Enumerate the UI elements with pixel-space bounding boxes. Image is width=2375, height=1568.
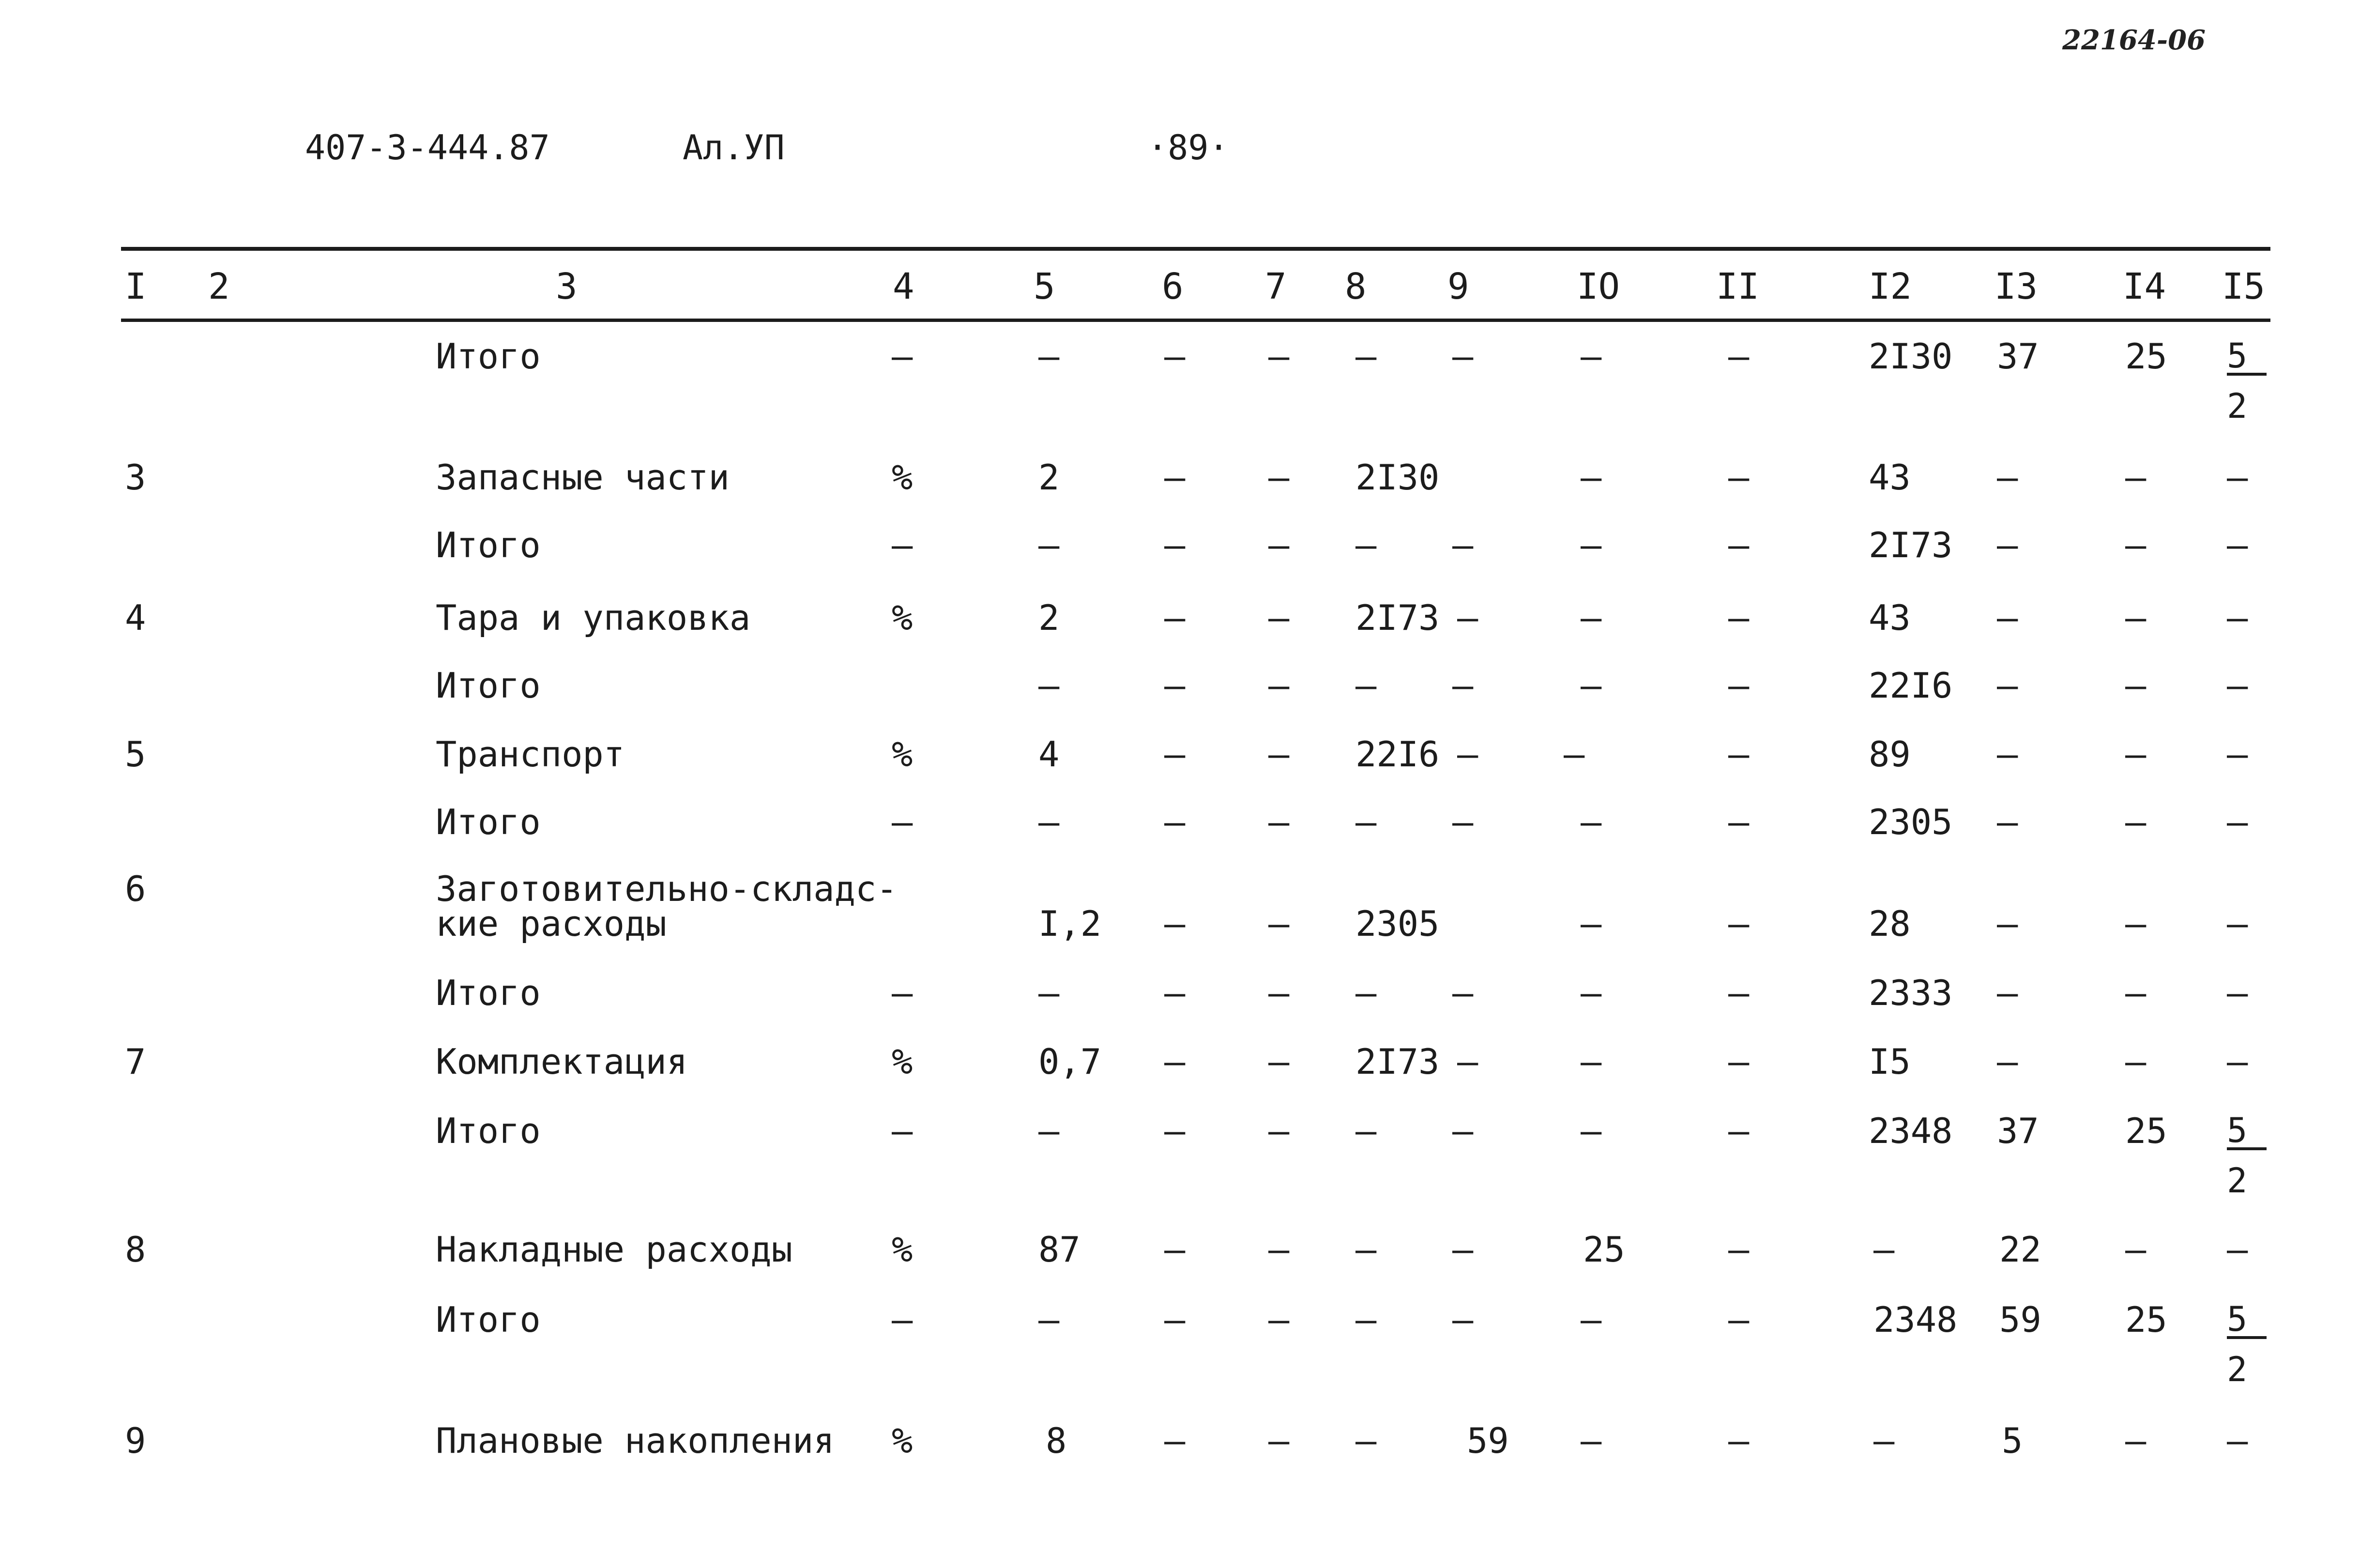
value-cell: 22I6 — [1355, 734, 1440, 775]
value-cell: – — [1581, 1041, 1602, 1082]
album-number: Ал.УП — [683, 128, 785, 167]
value-cell: 22 — [1999, 1229, 2041, 1270]
unit-cell: % — [892, 1041, 913, 1082]
value-cell: – — [1997, 734, 2018, 775]
value-cell: – — [1164, 1041, 1186, 1082]
value-cell: – — [1728, 336, 1750, 377]
value-cell: – — [1038, 973, 1060, 1013]
value-cell: – — [1038, 1299, 1060, 1340]
item-number: 6 — [125, 868, 146, 909]
value-cell: – — [1268, 1041, 1290, 1082]
value-cell: – — [1268, 597, 1290, 638]
value-cell: – — [1038, 1111, 1060, 1151]
item-number: 7 — [125, 1041, 146, 1082]
value-cell: – — [2125, 525, 2147, 565]
value-cell: – — [1164, 525, 1186, 565]
value-cell: – — [1268, 525, 1290, 565]
value-cell: – — [1728, 1041, 1750, 1082]
value-cell: – — [1268, 973, 1290, 1013]
value-cell: 87 — [1038, 1229, 1081, 1270]
unit-cell: % — [892, 1229, 913, 1270]
value-cell: 5 — [2002, 1420, 2023, 1461]
column-header: 4 — [893, 266, 914, 307]
value-cell: – — [1581, 525, 1602, 565]
column-header: 7 — [1265, 266, 1287, 307]
column-header: I2 — [1869, 266, 1912, 307]
unit-cell: – — [892, 973, 913, 1013]
value-cell: – — [1355, 802, 1377, 842]
value-cell: – — [2125, 973, 2147, 1013]
value-cell: 4 — [1038, 734, 1060, 775]
value-cell: – — [1452, 1229, 1474, 1270]
unit-cell: % — [892, 734, 913, 775]
unit-cell: % — [892, 457, 913, 498]
value-cell: 25 — [2125, 1111, 2167, 1151]
value-cell: – — [1355, 525, 1377, 565]
item-name: Итого — [436, 665, 541, 706]
item-name: Итого — [436, 1299, 541, 1340]
value-cell: – — [2227, 973, 2248, 1013]
item-name: Комплектация — [436, 1041, 688, 1082]
value-cell: – — [2227, 903, 2248, 944]
archive-stamp: 22164-06 — [2062, 24, 2206, 56]
value-cell: 2305 — [1869, 802, 1953, 842]
column-header: 9 — [1447, 266, 1469, 307]
value-cell: – — [1164, 903, 1186, 944]
value-cell: 43 — [1869, 597, 1911, 638]
value-cell: 22I6 — [1869, 665, 1953, 706]
value-cell: – — [2227, 1229, 2248, 1270]
value-cell: – — [2227, 802, 2248, 842]
unit-cell: % — [892, 597, 913, 638]
value-cell: – — [1728, 525, 1750, 565]
item-name: Плановые накопления — [436, 1420, 835, 1461]
value-cell: – — [1452, 665, 1474, 706]
value-cell: – — [1997, 665, 2018, 706]
value-cell: 28 — [1869, 903, 1911, 944]
value-cell: – — [1581, 457, 1602, 498]
value-cell: 89 — [1869, 734, 1911, 775]
unit-cell: – — [892, 1299, 913, 1340]
item-number: 4 — [125, 597, 146, 638]
value-cell: – — [1728, 802, 1750, 842]
fraction-numerator: 5 — [2227, 339, 2267, 376]
value-cell: – — [2227, 457, 2248, 498]
value-cell: 2348 — [1869, 1111, 1953, 1151]
value-cell: – — [1581, 1420, 1602, 1461]
value-cell: – — [1164, 336, 1186, 377]
column-header: 5 — [1034, 266, 1055, 307]
unit-cell: – — [892, 525, 913, 565]
table-top-rule — [121, 247, 2270, 251]
column-header: I5 — [2222, 266, 2266, 307]
value-cell: – — [1355, 973, 1377, 1013]
fraction-denominator: 2 — [2227, 1161, 2248, 1201]
item-number: 5 — [125, 734, 146, 775]
value-cell: – — [1355, 336, 1377, 377]
item-name-line1: Заготовительно-складс- — [436, 868, 898, 909]
value-cell: 43 — [1869, 457, 1911, 498]
value-cell: – — [1355, 1111, 1377, 1151]
item-number: 3 — [125, 457, 146, 498]
value-cell: – — [1728, 1111, 1750, 1151]
value-cell: 2I30 — [1869, 336, 1953, 377]
value-cell: – — [1038, 665, 1060, 706]
value-cell: 2 — [1038, 597, 1060, 638]
value-cell: – — [1164, 1229, 1186, 1270]
unit-cell: – — [892, 802, 913, 842]
value-cell: – — [1268, 1299, 1290, 1340]
value-cell: – — [1728, 973, 1750, 1013]
fraction-cell — [2227, 1299, 2267, 1389]
value-cell: 2I73 — [1355, 1041, 1440, 1082]
value-cell: – — [1452, 336, 1474, 377]
value-cell: – — [1581, 597, 1602, 638]
item-name: Итого — [436, 973, 541, 1013]
value-cell: – — [1164, 1111, 1186, 1151]
column-header: I — [125, 266, 147, 307]
table-header-rule — [121, 319, 2270, 322]
value-cell: 25 — [2125, 336, 2167, 377]
value-cell: I,2 — [1038, 903, 1102, 944]
item-name: Накладные расходы — [436, 1229, 792, 1270]
item-name: Тара и упаковка — [436, 597, 751, 638]
fraction-numerator: 5 — [2227, 1113, 2267, 1150]
value-cell: – — [1728, 1299, 1750, 1340]
value-cell: – — [1268, 1111, 1290, 1151]
fraction-cell — [2227, 336, 2267, 426]
page-number: ·89· — [1147, 128, 1229, 167]
value-cell: – — [1164, 457, 1186, 498]
value-cell: – — [1873, 1420, 1895, 1461]
value-cell: 25 — [1583, 1229, 1625, 1270]
value-cell: – — [2227, 665, 2248, 706]
value-cell: 2I30 — [1355, 457, 1440, 498]
value-cell: – — [1728, 457, 1750, 498]
value-cell: 0,7 — [1038, 1041, 1102, 1082]
item-name: Итого — [436, 336, 541, 377]
value-cell: – — [1581, 903, 1602, 944]
value-cell: 2I73 — [1355, 597, 1440, 638]
value-cell: 8 — [1046, 1420, 1067, 1461]
value-cell: 37 — [1997, 336, 2039, 377]
item-name: Запасные части — [436, 457, 730, 498]
value-cell: – — [1164, 973, 1186, 1013]
value-cell: – — [2125, 457, 2147, 498]
fraction-cell — [2227, 1111, 2267, 1201]
value-cell: – — [2125, 665, 2147, 706]
value-cell: – — [1457, 597, 1478, 638]
value-cell: – — [1452, 1111, 1474, 1151]
value-cell: – — [1164, 597, 1186, 638]
value-cell: 25 — [2125, 1299, 2167, 1340]
value-cell: – — [1728, 665, 1750, 706]
column-header: 3 — [556, 266, 578, 307]
value-cell: – — [1268, 802, 1290, 842]
unit-cell: – — [892, 336, 913, 377]
value-cell: – — [1997, 525, 2018, 565]
value-cell: – — [1038, 802, 1060, 842]
value-cell: 2 — [1038, 457, 1060, 498]
value-cell: – — [2125, 734, 2147, 775]
value-cell: 2305 — [1355, 903, 1440, 944]
value-cell: – — [1038, 336, 1060, 377]
value-cell: – — [1452, 802, 1474, 842]
item-name-line2: кие расходы — [436, 903, 667, 944]
value-cell: 2348 — [1873, 1299, 1958, 1340]
value-cell: – — [1268, 457, 1290, 498]
value-cell: 59 — [1467, 1420, 1509, 1461]
document-code: 407-3-444.87 — [305, 128, 550, 167]
unit-cell: % — [892, 1420, 913, 1461]
value-cell: 2I73 — [1869, 525, 1953, 565]
unit-cell: – — [892, 1111, 913, 1151]
value-cell: 37 — [1997, 1111, 2039, 1151]
item-name: Итого — [436, 1111, 541, 1151]
column-header: IO — [1577, 266, 1620, 307]
value-cell: – — [1997, 457, 2018, 498]
value-cell: – — [1164, 734, 1186, 775]
value-cell: – — [2125, 903, 2147, 944]
value-cell: – — [1355, 1229, 1377, 1270]
value-cell: – — [1997, 597, 2018, 638]
value-cell: – — [2227, 597, 2248, 638]
value-cell: – — [1268, 665, 1290, 706]
fraction-denominator: 2 — [2227, 1350, 2248, 1389]
value-cell: – — [1268, 1229, 1290, 1270]
value-cell: – — [2125, 1041, 2147, 1082]
value-cell: – — [2227, 525, 2248, 565]
value-cell: – — [1728, 903, 1750, 944]
column-header: 8 — [1345, 266, 1367, 307]
value-cell: – — [1268, 903, 1290, 944]
value-cell: – — [1164, 802, 1186, 842]
item-number: 9 — [125, 1420, 146, 1461]
value-cell: – — [1268, 336, 1290, 377]
value-cell: – — [1728, 1420, 1750, 1461]
value-cell: – — [1164, 1420, 1186, 1461]
value-cell: – — [1038, 525, 1060, 565]
value-cell: – — [1457, 734, 1478, 775]
column-header: I3 — [1994, 266, 2038, 307]
value-cell: 59 — [1999, 1299, 2041, 1340]
value-cell: – — [1873, 1229, 1895, 1270]
item-name: Итого — [436, 802, 541, 842]
value-cell: – — [1997, 973, 2018, 1013]
value-cell: – — [1581, 336, 1602, 377]
item-number: 8 — [125, 1229, 146, 1270]
value-cell: – — [1581, 1299, 1602, 1340]
value-cell: – — [1997, 1041, 2018, 1082]
value-cell: – — [1452, 973, 1474, 1013]
value-cell: – — [1581, 973, 1602, 1013]
column-header: 2 — [208, 266, 230, 307]
value-cell: I5 — [1869, 1041, 1911, 1082]
value-cell: – — [1164, 665, 1186, 706]
value-cell: – — [1581, 1111, 1602, 1151]
value-cell: – — [2227, 734, 2248, 775]
value-cell: – — [1728, 597, 1750, 638]
value-cell: – — [1268, 1420, 1290, 1461]
value-cell: – — [1268, 734, 1290, 775]
column-header: 6 — [1162, 266, 1184, 307]
column-header: II — [1716, 266, 1760, 307]
value-cell: – — [1581, 665, 1602, 706]
item-name: Транспорт — [436, 734, 625, 775]
value-cell: – — [2227, 1420, 2248, 1461]
value-cell: – — [1457, 1041, 1478, 1082]
fraction-denominator: 2 — [2227, 386, 2248, 426]
value-cell: – — [1452, 1299, 1474, 1340]
fraction-numerator: 5 — [2227, 1302, 2267, 1339]
value-cell: – — [2227, 1041, 2248, 1082]
value-cell: – — [2125, 1420, 2147, 1461]
value-cell: – — [1164, 1299, 1186, 1340]
value-cell: 2333 — [1869, 973, 1953, 1013]
value-cell: – — [1728, 734, 1750, 775]
value-cell: – — [1997, 903, 2018, 944]
value-cell: – — [1728, 1229, 1750, 1270]
item-name: Итого — [436, 525, 541, 565]
value-cell: – — [1355, 665, 1377, 706]
value-cell: – — [1581, 802, 1602, 842]
value-cell: – — [1355, 1299, 1377, 1340]
value-cell: – — [2125, 802, 2147, 842]
value-cell: – — [1355, 1420, 1377, 1461]
value-cell: – — [1997, 802, 2018, 842]
value-cell: – — [2125, 597, 2147, 638]
column-header: I4 — [2123, 266, 2166, 307]
value-cell: – — [1452, 525, 1474, 565]
value-cell: – — [1564, 734, 1585, 775]
value-cell: – — [2125, 1229, 2147, 1270]
